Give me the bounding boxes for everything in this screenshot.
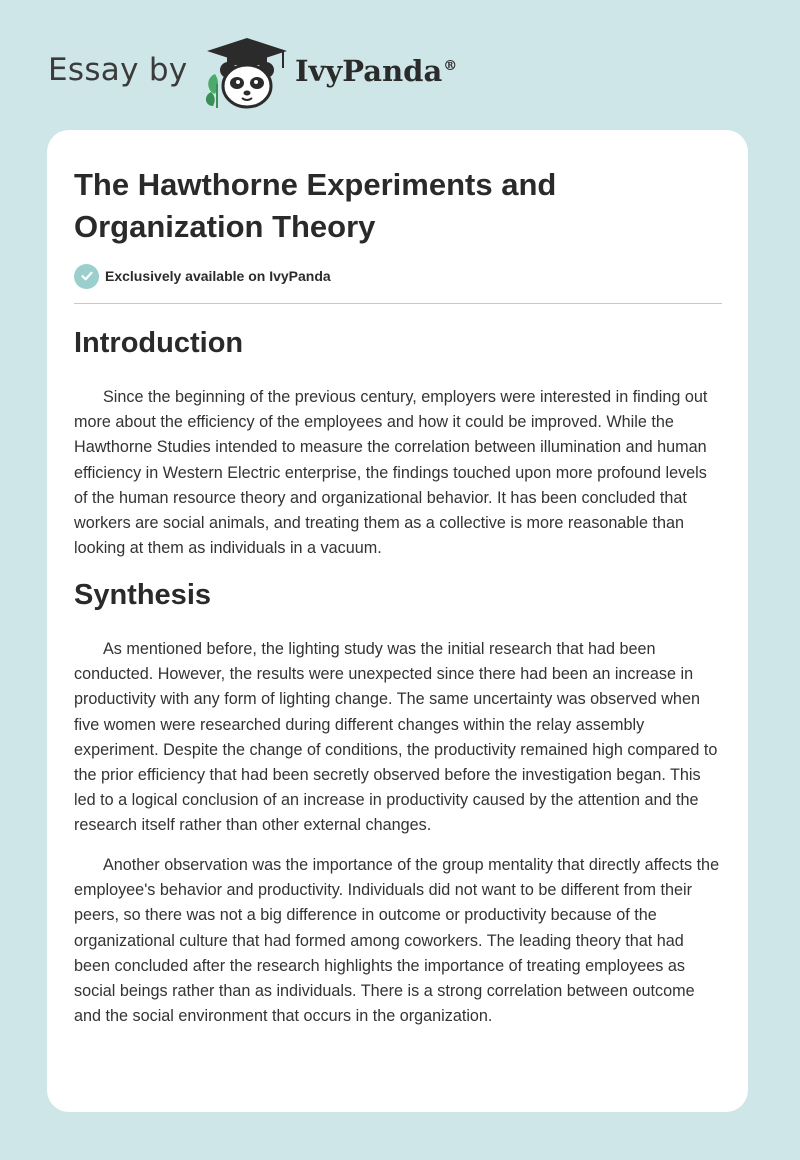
paragraph: Another observation was the importance of the group mentality that directly affects the employee's behavior and productivity. Individuals did not want to be different from their peers, so there was not a big difference in outcome or productivity because of the organizational culture that had formed among coworkers. The leading theory that had been concluded after the research highlights the importance of treating employees as social beings rather than as individuals. There is a strong correlation between outcome and the social environment that occurs in the organization. <box>74 856 720 1026</box>
site-header <box>48 30 648 110</box>
brand-prefix: Essay by <box>48 52 188 88</box>
panda-graduate-icon[interactable] <box>201 34 293 110</box>
brand-name[interactable] <box>295 54 457 88</box>
exclusive-badge <box>74 263 331 289</box>
brand-name-text: IvyPanda <box>295 54 443 88</box>
badge-text: Exclusively available on IvyPanda <box>105 268 331 284</box>
check-circle-icon <box>74 264 99 289</box>
paragraph: Since the beginning of the previous century, employers were interested in finding out more about the efficiency of the employees and how it could be improved. While the Hawthorne Studies intended to measure the correlation between illumination and human efficiency in Western Electric enterprise, the findings touched upon more profound levels of the human resource theory and organizational behavior. It has been concluded that workers are social animals, and treating them as a collective is more reasonable than looking at them as individuals in a vacuum. <box>74 388 708 558</box>
section-heading-introduction: Introduction <box>74 327 244 359</box>
essay-title: The Hawthorne Experiments and Organization Theory <box>74 167 557 244</box>
essay-card <box>47 130 748 1112</box>
paragraph: As mentioned before, the lighting study was the initial research that had been conducted. However, the results were unexpected since there had been an increase in productivity with any form of lighting change. The same uncertainty was observed when five women were researched during different changes within the relay assembly experiment. Despite the change of conditions, the productivity remained high compared to the prior efficiency that had been secretly observed before the investigation began. This led to a logical conclusion of an increase in productivity caused by the attention and the research itself rather than other external changes. <box>74 640 718 835</box>
divider <box>74 303 722 304</box>
registered-mark: ® <box>443 58 458 75</box>
section-heading-synthesis: Synthesis <box>74 579 211 611</box>
